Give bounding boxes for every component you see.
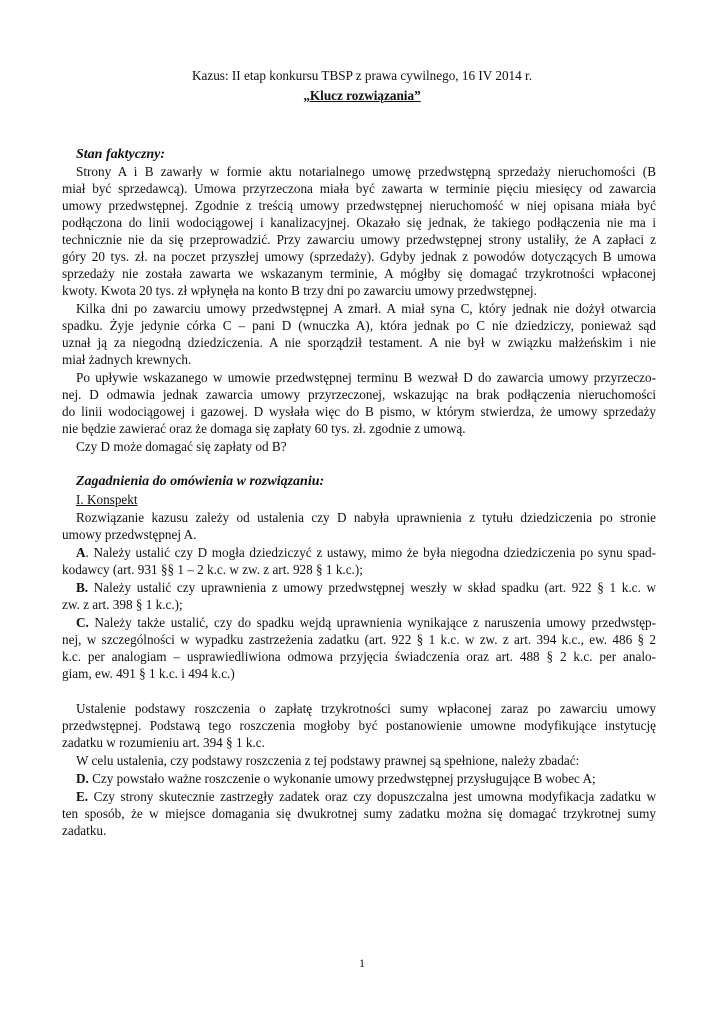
facts-line: technicznie nie da się przeprowadzić. Przy zawarciu umowy przedwstępnej strony ustaliły, że A zapłaci z [62,232,656,247]
issue-b-text: Należy ustalić czy uprawnienia z umowy przedwstępnej weszły w skład spadku (art. 922 § 1 k.c. w [88,580,656,595]
facts-line: Po upływie wskazanego w umowie przedwstępnej terminu B wezwał D do zawarcia umowy przyrzeczo- [76,370,656,385]
facts-line: miał żadnych krewnych. [62,352,192,367]
issue-e [76,788,656,805]
facts-line: kwoty. Kwota 20 tys. zł wpłynęła na konto B trzy dni po zawarciu umowy przedwstępnej. [62,283,537,298]
claim-basis-line: Ustalenie podstawy roszczenia o zapłatę trzykrotności sumy wpłaconej zaraz po zawarciu umowy [76,701,656,716]
issues-intro-line: umowy przedwstępnej A. [62,527,197,542]
facts-line: nie będzie zawierać oraz że domaga się zapłaty 60 tys. zł. zgodnie z umową. [62,421,466,436]
issue-a-line: kodawcy (art. 931 §§ 1 – 2 k.c. w zw. z art. 928 § 1 k.c.); [62,562,363,577]
issue-d [76,770,596,787]
facts-line: Kilka dni po zawarciu umowy przedwstępnej A zmarł. A miał syna C, który jednak nie dożył otwarcia [76,301,656,316]
claim-basis-line: przedwstępnej. Podstawą tego roszczenia mogłoby być postanowienie umowne modyfikujące instytucję [62,718,656,733]
issue-c-text: Należy także ustalić, czy do spadku wejdą uprawnienia wynikające z naruszenia umowy przedwstęp- [88,615,656,630]
issue-b-line: zw. z art. 398 § 1 k.c.); [62,597,183,612]
facts-line: miał być sprzedawcą). Umowa przyrzeczona miała być zawarta w terminie pięciu miesięcy od zawarcia [62,181,656,196]
issue-a [76,544,656,561]
issue-e-text: Czy strony skutecznie zastrzegły zadatek oraz czy dopuszczalna jest umowna modyfikacja zadatku w [88,789,656,804]
page-number: 1 [359,956,365,970]
facts-line: spadku. Żyje jedynie córka C – pani D (wnuczka A), która jednak po C nie dziedziczy, ponieważ sąd [62,318,656,333]
document-subtitle: „Klucz rozwiązania” [303,88,421,103]
issues-intro-line: Rozwiązanie kazusu zależy od ustalenia czy D nabyła uprawnienia z tytułu dziedziczenia po stronie [76,510,656,525]
issue-c-line: giam, ew. 491 § 1 k.c. i 494 k.c.) [62,666,235,681]
facts-heading: Stan faktyczny: [76,147,166,162]
issue-d-letter: D. [76,771,89,786]
facts-question: Czy D może domagać się zapłaty od B? [76,439,287,454]
issue-c-line: nej, w szczególności w wypadku zastrzeżenia zadatku (art. 922 § 1 k.c. w zw. z art. 394 k.c., ew. 486 § 2 [62,632,656,647]
issue-b-letter: B. [76,580,89,595]
issue-a-text: . Należy ustalić czy D mogła dziedziczyć z ustawy, mimo że była niegodna dziedziczenia po synu spad- [85,545,656,560]
issue-e-letter: E. [76,789,89,804]
issue-c-letter: C. [76,615,89,630]
issue-d-text: Czy powstało ważne roszczenie o wykonanie umowy przedwstępnej przysługujące B wobec A; [88,771,596,786]
facts-line: uznał ją za niegodną dziedziczenia. A nie sporządził testament. A nie był w związku małżeńskim i nie [62,335,656,350]
claim-basis-line: zadatku w rozumieniu art. 394 § 1 k.c. [62,735,265,750]
konspekt-heading: I. Konspekt [76,492,138,507]
issue-e-line: ten sposób, że w miejsce domagania się dwukrotnej sumy zadatku można się domagać trzykrotnej sumy [62,806,656,821]
document-title: Kazus: II etap konkursu TBSP z prawa cywilnego, 16 IV 2014 r. [191,68,532,83]
facts-line: podłączona do linii wodociągowej i kanalizacyjnej. Okazało się jednak, że takiego podłączenia nie ma i [62,215,656,230]
examine-intro: W celu ustalenia, czy podstawy roszczenia z tej podstawy prawnej są spełnione, należy zbadać: [76,753,580,768]
issue-e-line: zadatku. [62,823,107,838]
facts-line: góry 20 tys. zł. na poczet przyszłej umowy (sprzedaży). Gdyby jednak z powodów dotyczących B umowa [62,249,656,264]
facts-line: Strony A i B zawarły w formie aktu notarialnego umowę przedwstępną sprzedaży nieruchomości (B [76,164,656,179]
issue-c [76,614,656,631]
issue-a-letter: A [76,545,86,560]
issue-c-line: k.c. per analogiam – usprawiedliwiona odmowa przyjęcia świadczenia oraz art. 488 § 2 k.c. per analo- [62,649,656,664]
issues-heading: Zagadnienia do omówienia w rozwiązaniu: [76,474,325,489]
facts-line: nej. D odmawia jednak zawarcia umowy przyrzeczonej, wskazując na brak podłączenia nieruchomości [62,387,656,402]
issue-b [76,579,656,596]
facts-line: sprzedaży nie została zawarta we wskazanym terminie, A mógłby się domagać trzykrotności wpłaconej [62,266,656,281]
facts-line: do linii wodociągowej i gazowej. D wysłała więc do B pismo, w którym stwierdza, że umowy sprzedaży [62,404,656,419]
facts-line: umowy przedwstępnej. Zgodnie z treścią umowy przedwstępnej nieruchomość w niej opisana miała być [62,198,656,213]
